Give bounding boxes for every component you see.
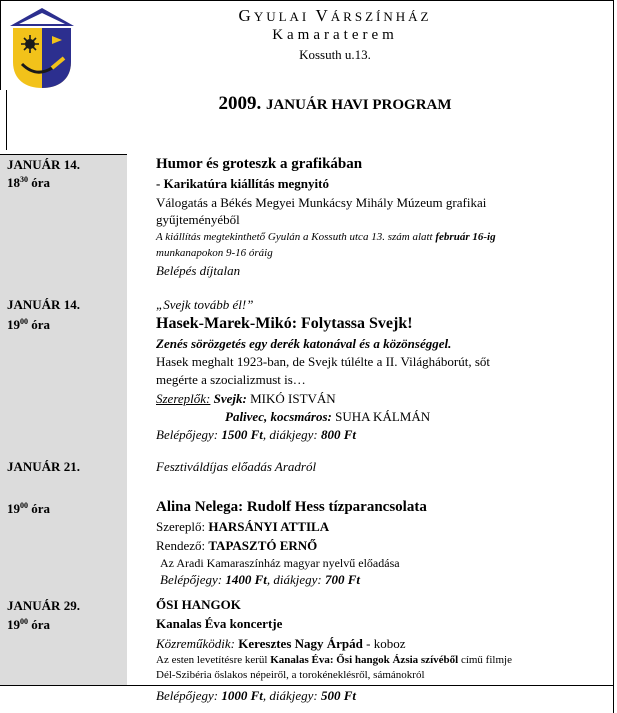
event-description: Az Aradi Kamaraszínház magyar nyelvű előadása — [160, 556, 400, 570]
event-cast: Szereplők: Svejk: MIKÓ ISTVÁN — [156, 391, 336, 406]
frame-top-border — [0, 0, 614, 1]
event-date: JANUÁR 14. — [7, 297, 80, 312]
venue-room: Kamaraterem — [272, 27, 398, 43]
event-contributor: Közreműködik: Keresztes Nagy Árpád - koboz — [156, 636, 406, 651]
event-price: Belépőjegy: 1500 Ft, diákjegy: 800 Ft — [156, 427, 357, 442]
divider-line — [0, 685, 614, 686]
frame-left-stub — [6, 90, 7, 150]
event-title: Hasek-Marek-Mikó: Folytassa Svejk! — [156, 315, 413, 332]
event-time: $19^{00}$ óra — [7, 617, 51, 632]
event-actor: Szereplő: HARSÁNYI ATTILA — [156, 519, 330, 534]
event-director: Rendező: TAPASZTÓ ERNŐ — [156, 538, 318, 553]
frame-right-border — [613, 0, 614, 713]
event-description: Válogatás a Békés Megyei Munkácsy Mihály Múzeum grafikai — [156, 195, 487, 210]
event-subtitle: - Karikatúra kiállítás megnyitó — [156, 176, 329, 191]
divider-line — [0, 154, 127, 155]
event-date: JANUÁR 29. — [7, 598, 80, 613]
event-description: gyűjteményéből — [156, 212, 240, 227]
event-film: Dél-Szibéria őslakos népeiről, a torokéneklésről, sámánokról — [156, 669, 425, 681]
event-cast: Palivec, kocsmáros: SUHA KÁLMÁN — [225, 409, 431, 424]
event-description: Hasek meghalt 1923-ban, de Svejk túlélte a II. Világháborút, sőt — [156, 354, 491, 369]
event-title: Humor és groteszk a grafikában — [156, 156, 363, 172]
event-date: JANUÁR 14. — [7, 157, 80, 172]
event-date: JANUÁR 21. — [7, 459, 80, 474]
event-price: Belépőjegy: 1400 Ft, diákjegy: 700 Ft — [160, 572, 361, 587]
event-subtitle: Kanalas Éva koncertje — [156, 616, 283, 631]
event-quote: „Svejk tovább él!” — [156, 297, 254, 312]
event-note: Fesztiváldíjas előadás Aradról — [156, 459, 317, 474]
event-description: megérte a szocializmust is… — [156, 372, 306, 387]
event-film: Az esten levetítésre kerül Kanalas Éva: Ősi hangok Ázsia szívéből című filmje — [156, 654, 512, 666]
theatre-name: GYULAI VÁRSZÍNHÁZ — [238, 6, 432, 25]
event-time: $19^{00}$ óra — [7, 317, 51, 332]
event-subtitle: Zenés sörözgetés egy derék katonával és a közönséggel. — [156, 336, 452, 351]
program-title: 2009. JANUÁR HAVI PROGRAM — [218, 93, 452, 114]
event-time: $18^{30}$ óra — [7, 175, 51, 190]
event-note: A kiállítás megtekinthető Gyulán a Kossuth utca 13. szám alatt február 16-ig — [156, 231, 496, 243]
venue-address: Kossuth u.13. — [299, 47, 371, 62]
event-title: Alina Nelega: Rudolf Hess tízparancsolata — [156, 499, 427, 515]
frame-left-border — [0, 0, 1, 90]
event-price: Belépőjegy: 1000 Ft, diákjegy: 500 Ft — [156, 688, 357, 703]
theatre-mask-logo-icon — [8, 6, 76, 90]
event-title: ŐSI HANGOK — [156, 597, 241, 612]
event-time: $19^{00}$ óra — [7, 501, 51, 516]
event-entry: Belépés díjtalan — [156, 263, 241, 278]
event-note: munkanapokon 9-16 óráig — [156, 247, 273, 259]
